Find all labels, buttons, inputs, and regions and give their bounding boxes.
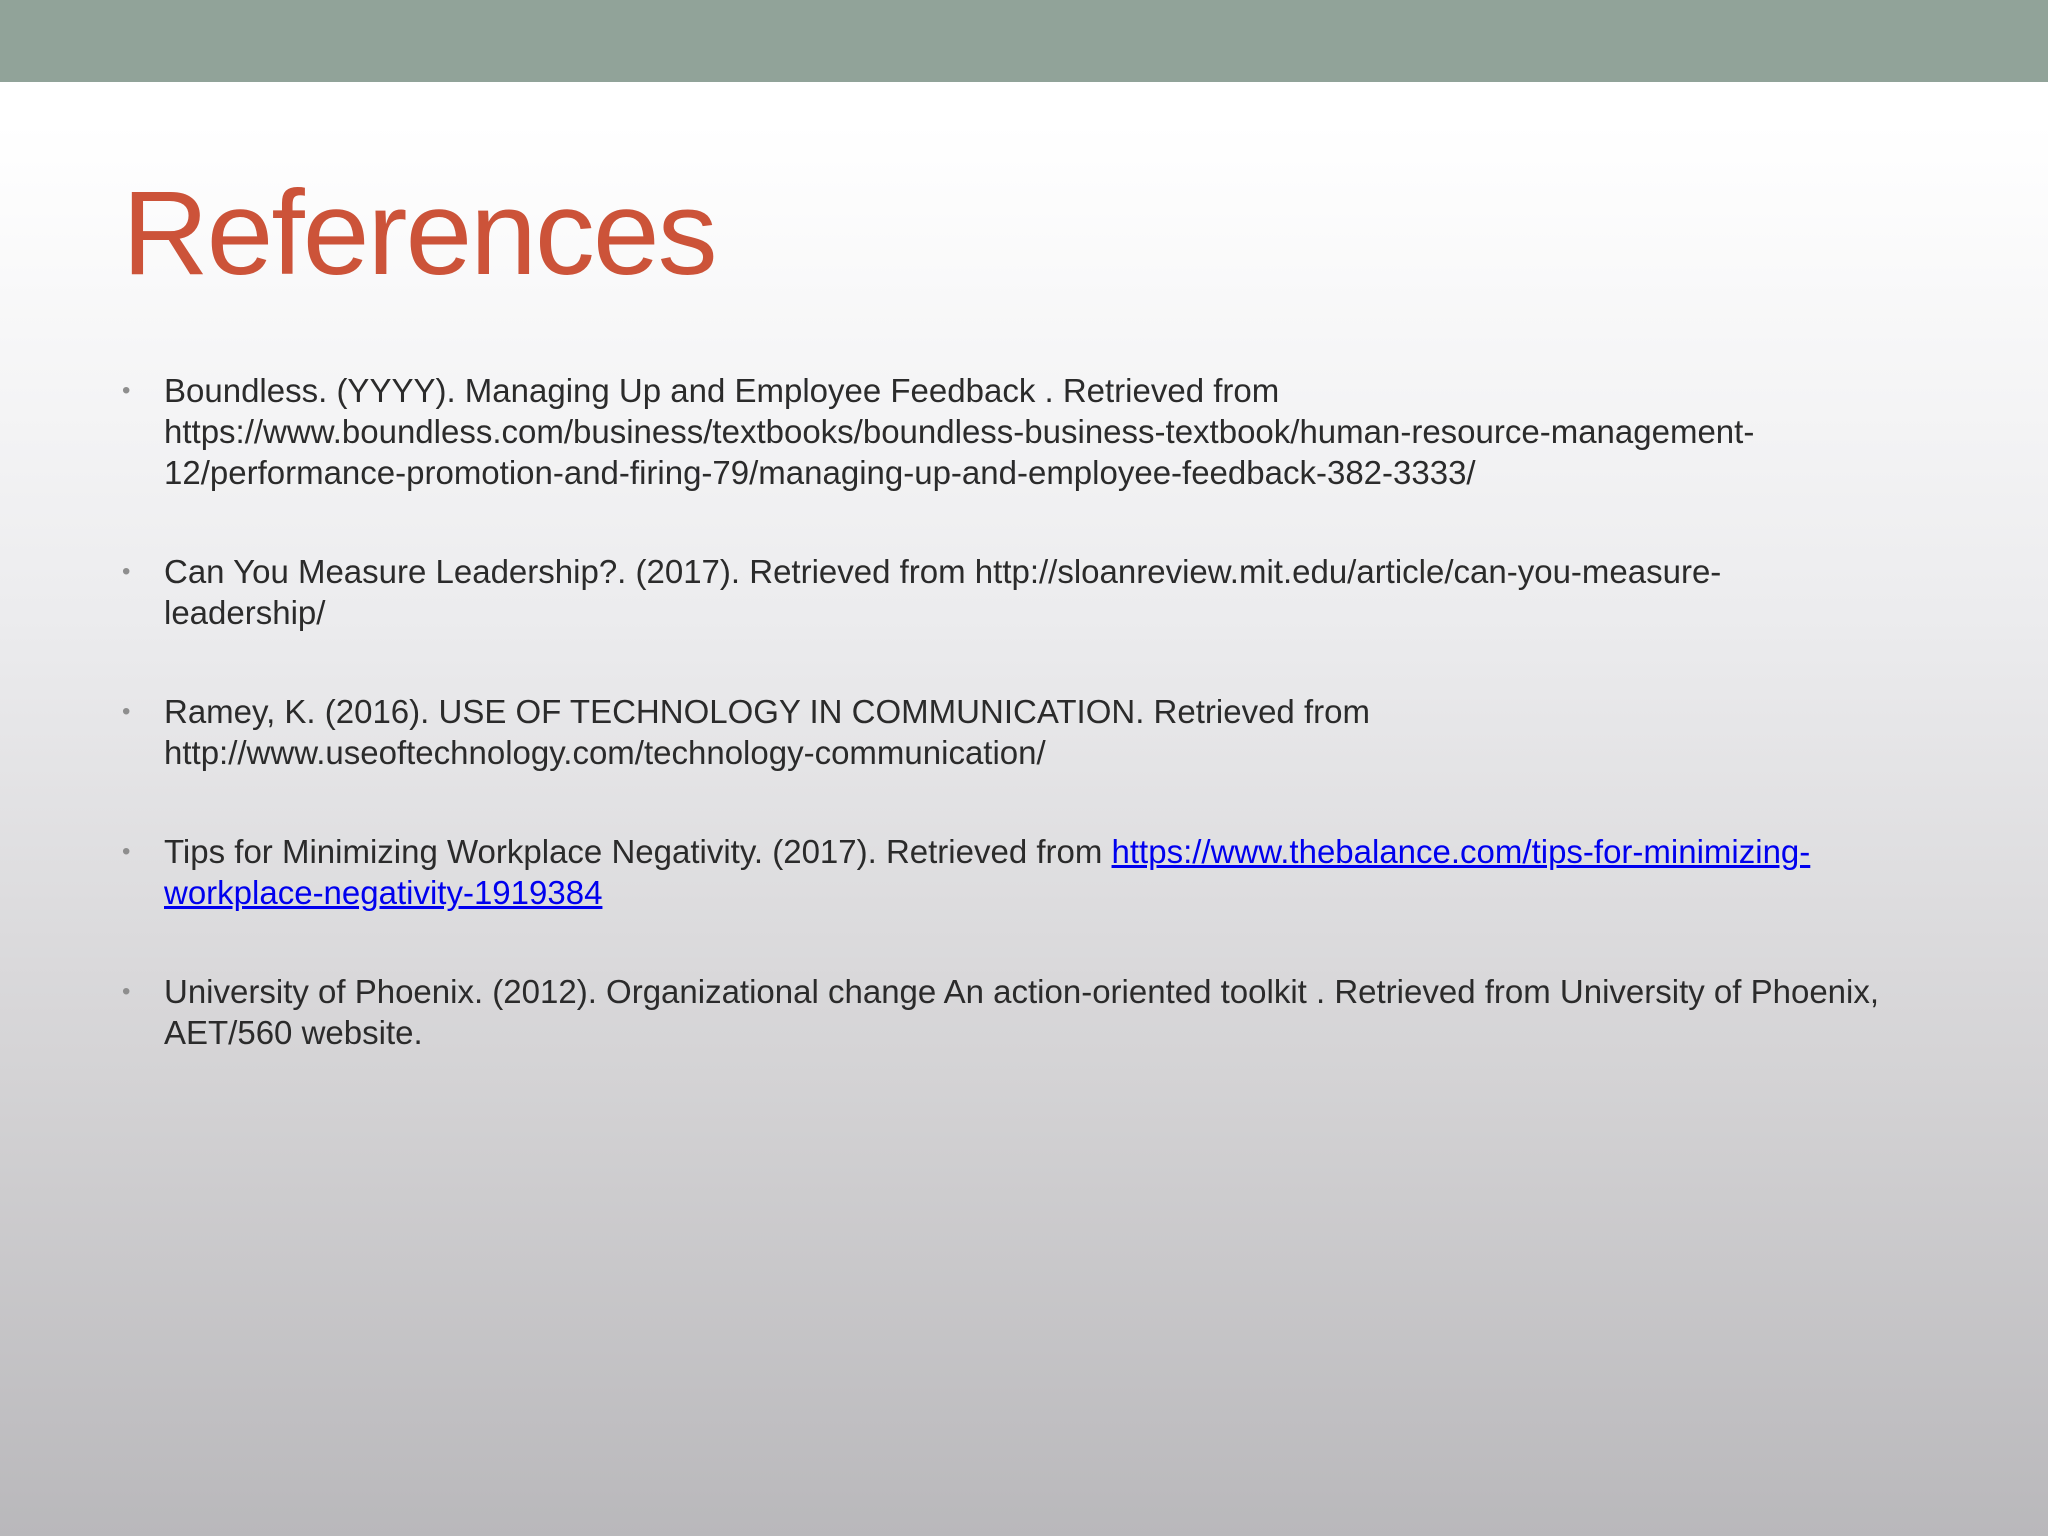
bullet-icon: • <box>122 978 131 1005</box>
bullet-icon: • <box>122 377 131 404</box>
reference-list <box>122 370 1882 1111</box>
reference-item <box>122 370 1882 493</box>
slide-title: References <box>122 166 716 300</box>
bullet-icon: • <box>122 838 131 865</box>
reference-item <box>122 691 1882 773</box>
reference-text: Boundless. (YYYY). Managing Up and Employee Feedback . Retrieved from https://www.boundless.com/business/textbooks/boundless-business-textbook/human-resource-management-12/performance-promotion-and-firing-79/managing-up-and-employee-feedback-382-3333/ <box>164 372 1755 491</box>
reference-item <box>122 831 1882 913</box>
top-band <box>0 0 2048 82</box>
reference-text: University of Phoenix. (2012). Organizational change An action-oriented toolkit . Retrieved from University of Phoenix, AET/560 website. <box>164 973 1880 1051</box>
reference-item <box>122 551 1882 633</box>
reference-text: Ramey, K. (2016). USE OF TECHNOLOGY IN COMMUNICATION. Retrieved from http://www.useoftechnology.com/technology-communication/ <box>164 693 1370 771</box>
reference-text: Can You Measure Leadership?. (2017). Retrieved from http://sloanreview.mit.edu/article/can-you-measure-leadership/ <box>164 553 1722 631</box>
reference-link[interactable]: https://www.thebalance.com/tips-for-minimizing-workplace-negativity-1919384 <box>164 833 1811 911</box>
bullet-icon: • <box>122 698 131 725</box>
reference-item <box>122 971 1882 1053</box>
reference-text: Tips for Minimizing Workplace Negativity. (2017). Retrieved from <box>164 833 1112 870</box>
bullet-icon: • <box>122 558 131 585</box>
